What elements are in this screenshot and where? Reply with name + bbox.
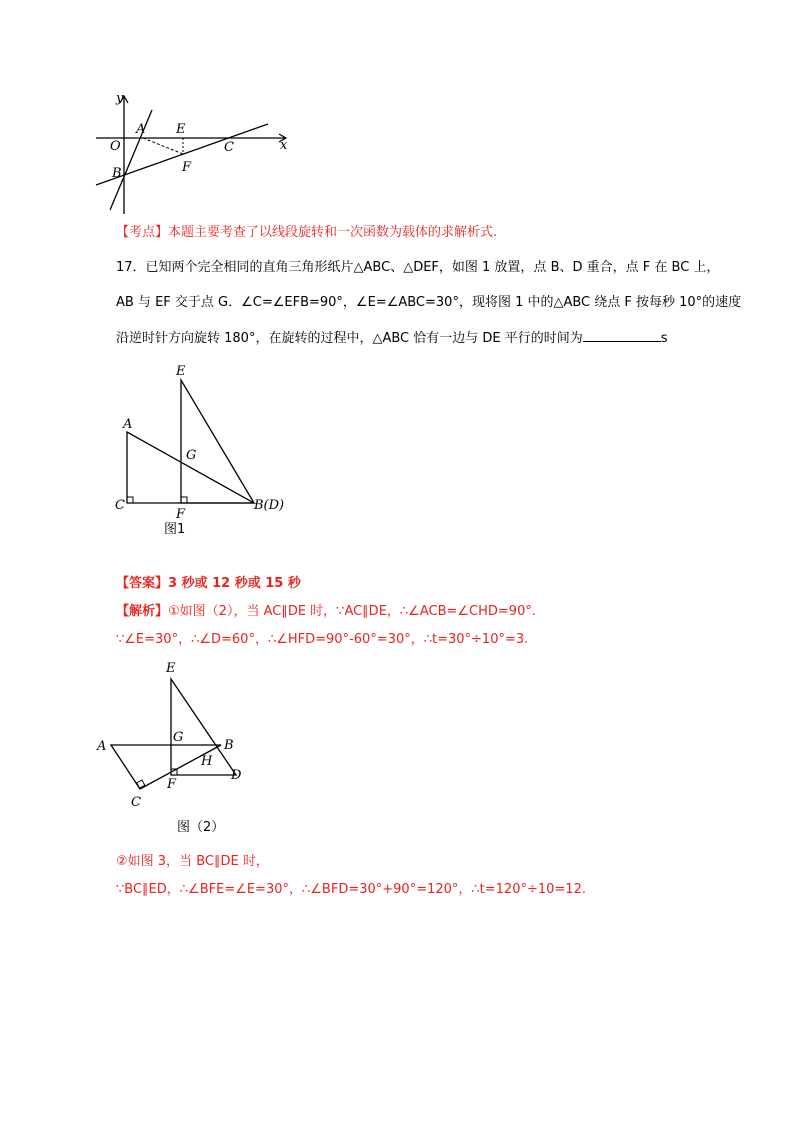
problem-line-3 <box>116 329 668 348</box>
label-c: C <box>224 140 234 155</box>
fig1-label-c: C <box>115 498 125 513</box>
fig2-label-d: D <box>231 768 242 783</box>
coordinate-figure <box>90 88 295 216</box>
kaodian-tag: 【考点】 <box>116 225 169 240</box>
analysis-text-1: ①如图（2），当 AC∥DE 时，∵AC∥DE，∴∠ACB=∠CHD=90°. <box>168 604 536 619</box>
triangle-abc <box>127 432 254 503</box>
answer-tag: 【答案】 <box>116 576 169 591</box>
fig1-label-g: G <box>186 448 197 463</box>
fig1-caption: 图1 <box>164 522 186 537</box>
fig1-label-f: F <box>176 507 186 522</box>
problem-line-1: 17．已知两个完全相同的直角三角形纸片△ABC、△DEF，如图 1 放置，点 B、D 重合，点 F 在 BC 上， <box>116 260 720 275</box>
label-y: y <box>116 91 124 106</box>
answer-text: 3 秒或 12 秒或 15 秒 <box>168 576 301 591</box>
answer-line <box>116 575 301 593</box>
problem-line-2: AB 与 EF 交于点 G．∠C=∠EFB=90°，∠E=∠ABC=30°，现将图 1 中的△ABC 绕点 F 按每秒 10°的速度 <box>116 295 742 310</box>
fig2-caption: 图（2） <box>177 820 225 835</box>
right-angle-f <box>181 497 187 503</box>
figure-1 <box>108 360 298 540</box>
kaodian-line <box>116 224 497 242</box>
line-ab <box>110 110 152 210</box>
fig2-label-a: A <box>97 739 107 754</box>
problem-line-3-text: 沿逆时针方向旋转 180°，在旋转的过程中，△ABC 恰有一边与 DE 平行的时间为 <box>116 331 583 346</box>
label-o: O <box>110 139 121 154</box>
dashed-af <box>143 138 183 154</box>
label-a: A <box>136 122 146 137</box>
fig2-label-c: C <box>131 795 141 810</box>
label-f: F <box>182 160 192 175</box>
fig2-label-e: E <box>166 661 176 676</box>
fig2-label-f: F <box>167 777 177 792</box>
fig1-label-e: E <box>176 364 186 379</box>
label-x: x <box>280 138 288 153</box>
fig1-label-a: A <box>123 417 133 432</box>
label-e: E <box>176 122 186 137</box>
problem-line-3-unit: s <box>660 331 668 346</box>
answer-blank <box>583 329 661 342</box>
case2-line-2: ∵BC∥ED，∴∠BFE=∠E=30°，∴∠BFD=30°+90°=120°，∴t=120°÷10=12. <box>116 882 586 897</box>
analysis-line-1 <box>116 603 536 621</box>
figure-2 <box>95 655 275 840</box>
kaodian-text: 本题主要考查了以线段旋转和一次函数为载体的求解析式. <box>168 225 498 240</box>
case2-line-1: ②如图 3，当 BC∥DE 时， <box>116 854 269 869</box>
fig2-label-g: G <box>173 730 184 745</box>
triangle-def <box>181 380 254 503</box>
fig2-label-h: H <box>201 754 213 769</box>
analysis-tag: 【解析】 <box>116 604 169 619</box>
label-b: B <box>112 166 122 181</box>
fig2-label-b: B <box>224 738 234 753</box>
fig1-label-bd: B(D) <box>254 498 285 513</box>
analysis-line-2: ∵∠E=30°，∴∠D=60°，∴∠HFD=90°-60°=30°，∴t=30°÷10°=3. <box>116 632 529 647</box>
right-angle-c <box>127 497 133 503</box>
